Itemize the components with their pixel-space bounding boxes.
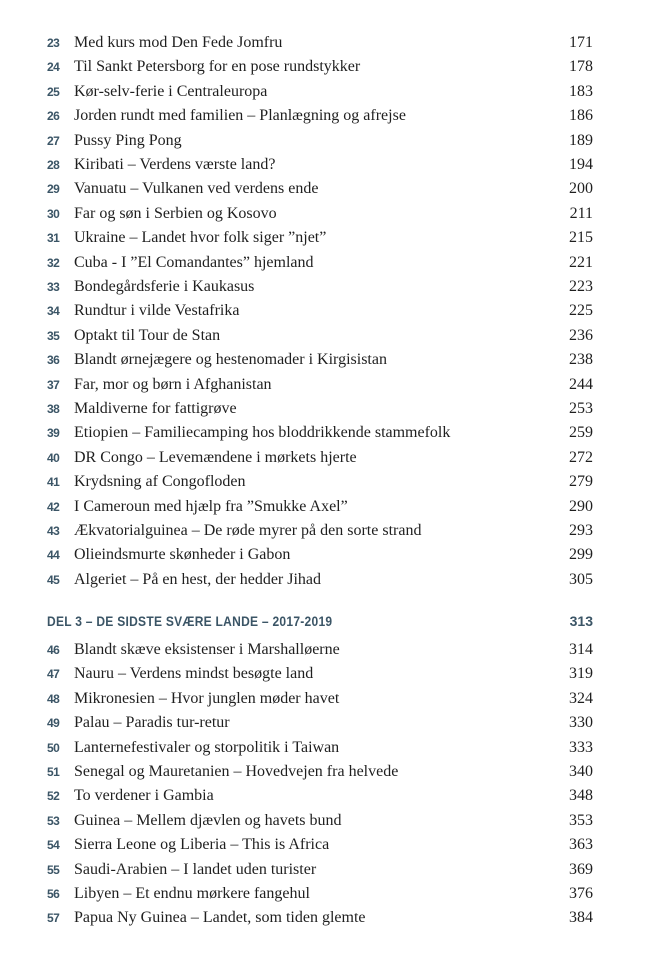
toc-entry: [0, 177, 650, 201]
toc-entry: [0, 519, 650, 543]
toc-entry: [0, 55, 650, 79]
chapter-number: 51: [47, 765, 60, 779]
chapter-title: To verdener i Gambia: [74, 787, 214, 805]
chapter-title: Lanternefestivaler og storpolitik i Taiwan: [74, 738, 340, 756]
page-number: 253: [569, 400, 593, 417]
toc-entry: [0, 153, 650, 177]
toc-entry: [0, 226, 650, 250]
chapter-number: 25: [47, 84, 60, 99]
chapter-number: 36: [47, 353, 60, 368]
toc-entry: [0, 348, 650, 372]
toc-entry: [0, 882, 650, 906]
chapter-title: Sierra Leone og Liberia – This is Africa: [74, 836, 330, 854]
toc-entry: [0, 104, 650, 128]
chapter-number: 38: [47, 402, 60, 416]
chapter-number: 47: [47, 667, 60, 682]
chapter-title: Rundtur i vilde Vestafrika: [74, 302, 240, 320]
page-number: 200: [569, 180, 593, 198]
toc-entry: [0, 638, 650, 662]
chapter-title: Far og søn i Serbien og Kosovo: [74, 204, 277, 222]
chapter-number: 52: [47, 789, 60, 804]
page-number: 221: [569, 253, 593, 271]
toc-entry: [0, 202, 650, 226]
chapter-title: Olieindsmurte skønheder i Gabon: [74, 546, 291, 564]
toc-entry: [0, 495, 650, 519]
chapter-title: Til Sankt Petersborg for en pose rundstykker: [74, 58, 361, 76]
page-number: 305: [569, 570, 593, 588]
chapter-title: Pussy Ping Pong: [74, 131, 182, 149]
chapter-title: Jorden rundt med familien – Planlægning og afrejse: [74, 107, 406, 125]
chapter-title: Algeriet – På en hest, der hedder Jihad: [74, 570, 322, 588]
toc-entry: [0, 906, 650, 930]
chapter-number: 33: [47, 280, 60, 294]
chapter-number: 43: [47, 524, 60, 538]
chapter-number: 27: [47, 133, 60, 148]
toc-entry: [0, 736, 650, 760]
chapter-number: 24: [47, 60, 60, 75]
page-number: 244: [569, 375, 593, 393]
chapter-title: Blandt skæve eksistenser i Marshalløerne: [74, 641, 340, 658]
section-heading: [0, 608, 650, 634]
chapter-title: DR Congo – Levemændene i mørkets hjerte: [74, 448, 357, 466]
chapter-number: 30: [47, 206, 60, 221]
toc-entry: [0, 373, 650, 397]
page-number: 340: [569, 763, 593, 780]
page-number: 186: [569, 107, 593, 125]
chapter-number: 34: [47, 304, 60, 319]
chapter-number: 37: [47, 377, 60, 392]
chapter-number: 32: [47, 255, 60, 270]
section-title: DEL 3 – DE SIDSTE SVÆRE LANDE – 2017-2019: [47, 613, 333, 629]
page-number: 178: [569, 58, 593, 76]
chapter-number: 39: [47, 426, 60, 441]
chapter-title: Kør-selv-ferie i Centraleuropa: [74, 82, 268, 100]
toc-entry: [0, 784, 650, 808]
chapter-number: 41: [47, 475, 60, 490]
chapter-number: 44: [47, 548, 60, 563]
chapter-number: 28: [47, 158, 60, 172]
page-number: 324: [569, 689, 593, 707]
page-number: 259: [569, 424, 593, 442]
chapter-title: I Cameroun med hjælp fra ”Smukke Axel”: [74, 497, 348, 515]
toc-entry: [0, 421, 650, 445]
chapter-title: Cuba - I ”El Comandantes” hjemland: [74, 253, 314, 271]
page-number: 189: [569, 131, 593, 149]
chapter-number: 55: [47, 862, 60, 877]
chapter-number: 54: [47, 838, 60, 853]
chapter-number: 45: [47, 572, 60, 587]
chapter-number: 26: [47, 109, 60, 124]
page-number: 333: [569, 738, 593, 756]
toc-entry: [0, 299, 650, 323]
chapter-title: Papua Ny Guinea – Landet, som tiden glemte: [74, 909, 366, 927]
toc-entry: [0, 760, 650, 784]
chapter-title: Vanuatu – Vulkanen ved verdens ende: [74, 180, 319, 198]
toc-entry: [0, 251, 650, 275]
page-number: 293: [569, 522, 593, 539]
page-number: 238: [569, 351, 593, 369]
chapter-title: Ækvatorialguinea – De røde myrer på den sorte strand: [74, 522, 422, 539]
page-number: 223: [569, 278, 593, 295]
chapter-number: 56: [47, 887, 60, 901]
chapter-number: 35: [47, 328, 60, 343]
chapter-title: Saudi-Arabien – I landet uden turister: [74, 860, 317, 878]
page-number: 376: [569, 885, 593, 902]
toc-entry: [0, 31, 650, 55]
chapter-title: Mikronesien – Hvor junglen møder havet: [74, 689, 340, 707]
chapter-number: 46: [47, 643, 60, 657]
chapter-title: Far, mor og børn i Afghanistan: [74, 375, 272, 393]
page-number: 363: [569, 836, 593, 854]
toc-entry: [0, 397, 650, 421]
toc-entry: [0, 687, 650, 711]
chapter-title: Blandt ørnejægere og hestenomader i Kirgisistan: [74, 351, 387, 369]
chapter-title: Senegal og Mauretanien – Hovedvejen fra helvede: [74, 763, 399, 780]
chapter-title: Ukraine – Landet hvor folk siger ”njet”: [74, 229, 327, 247]
chapter-title: Bondegårdsferie i Kaukasus: [74, 278, 255, 295]
page-number: 272: [569, 448, 593, 466]
page-number: 215: [569, 229, 593, 247]
page-number: 330: [569, 714, 593, 732]
toc-entry: [0, 711, 650, 735]
page-number: 314: [569, 641, 593, 658]
chapter-number: 50: [47, 740, 60, 755]
page-number: 225: [569, 302, 593, 320]
page-number: 236: [569, 326, 593, 344]
toc-entry: [0, 470, 650, 494]
chapter-number: 31: [47, 231, 60, 246]
chapter-number: 29: [47, 182, 60, 197]
chapter-title: Libyen – Et endnu mørkere fangehul: [74, 885, 310, 902]
page-number: 299: [569, 546, 593, 564]
page-number: 348: [569, 787, 593, 805]
chapter-title: Med kurs mod Den Fede Jomfru: [74, 34, 283, 51]
page-number: 171: [569, 34, 593, 51]
page-number: 353: [569, 811, 593, 829]
chapter-number: 53: [47, 813, 60, 828]
toc-entry: [0, 324, 650, 348]
page-number: 194: [569, 156, 593, 173]
page-number: 319: [569, 665, 593, 683]
chapter-number: 40: [47, 450, 60, 465]
toc-entry: [0, 80, 650, 104]
chapter-title: Guinea – Mellem djævlen og havets bund: [74, 811, 342, 829]
chapter-number: 48: [47, 691, 60, 706]
chapter-title: Nauru – Verdens mindst besøgte land: [74, 665, 314, 683]
chapter-title: Optakt til Tour de Stan: [74, 326, 221, 344]
toc-entry: [0, 275, 650, 299]
chapter-number: 57: [47, 911, 60, 926]
section-page-number: 313: [569, 613, 593, 629]
page-number: 279: [569, 473, 593, 491]
toc-entry: [0, 833, 650, 857]
page-number: 290: [569, 497, 593, 515]
toc-entry: [0, 568, 650, 592]
page-number: 384: [569, 909, 593, 927]
toc-entry: [0, 662, 650, 686]
toc-entry: [0, 543, 650, 567]
chapter-number: 42: [47, 499, 60, 514]
toc-entry: [0, 446, 650, 470]
chapter-title: Kiribati – Verdens værste land?: [74, 156, 276, 173]
chapter-title: Palau – Paradis tur-retur: [74, 714, 230, 732]
page-number: 369: [569, 860, 593, 878]
toc-entry: [0, 858, 650, 882]
page-number: 183: [569, 82, 593, 100]
chapter-title: Etiopien – Familiecamping hos bloddrikkende stammefolk: [74, 424, 451, 442]
chapter-title: Maldiverne for fattigrøve: [74, 400, 237, 417]
toc-entry: [0, 129, 650, 153]
chapter-title: Krydsning af Congofloden: [74, 473, 246, 491]
chapter-number: 49: [47, 716, 60, 731]
chapter-number: 23: [47, 36, 60, 50]
page-number: 211: [569, 204, 593, 222]
toc-entry: [0, 809, 650, 833]
